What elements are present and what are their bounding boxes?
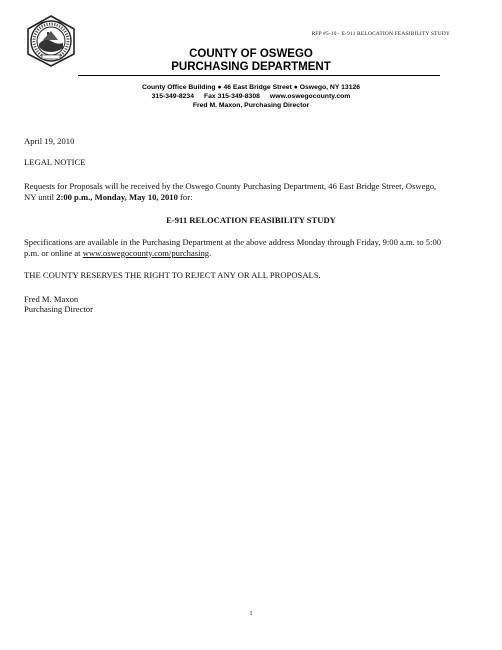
- notice-heading: LEGAL NOTICE: [24, 157, 86, 167]
- director-line: Fred M. Maxon, Purchasing Director: [192, 102, 310, 109]
- reservation-statement: THE COUNTY RESERVES THE RIGHT TO REJECT ANY OR ALL PROPOSALS.: [24, 270, 321, 280]
- purchasing-link[interactable]: www.oswegocounty.com/purchasing: [82, 247, 210, 258]
- requests-paragraph: [24, 181, 444, 202]
- header-divider: [78, 75, 440, 76]
- requests-text-end: for:: [177, 191, 193, 202]
- signer-name: Fred M. Maxon: [24, 294, 79, 304]
- deadline-text: 2:00 p.m., Monday, May 10, 2010: [56, 191, 178, 202]
- specs-text-end: .: [209, 247, 212, 258]
- fax-number: Fax 315-349-8308: [203, 93, 260, 100]
- requests-text: Requests for Proposals will be received by the Oswego County Purchasing Department, 46 East Bridge Street, Oswego, NY until: [24, 181, 437, 202]
- contact-line: [0, 93, 502, 100]
- office-address: County Office Building ● 46 East Bridge Street ● Oswego, NY 13126: [141, 84, 361, 91]
- specifications-paragraph: [24, 237, 444, 258]
- phone-number: 315-349-8234: [151, 93, 194, 100]
- header-reference: RFP #5-10 - E-911 RELOCATION FEASIBILITY STUDY: [311, 31, 450, 37]
- page-title: COUNTY OF OSWEGO: [189, 48, 313, 60]
- signer-title: Purchasing Director: [24, 304, 93, 314]
- study-title: E-911 RELOCATION FEASIBILITY STUDY: [166, 215, 336, 225]
- department-title: PURCHASING DEPARTMENT: [171, 61, 331, 73]
- specs-text: Specifications are available in the Purchasing Department at the above address Monday through Friday, 9:00 a.m. to 5:00 p.m. or online at: [24, 237, 442, 258]
- letter-date: April 19, 2010: [24, 136, 75, 146]
- page-number: 1: [249, 610, 253, 617]
- website-text: www.oswegocounty.com: [269, 93, 351, 100]
